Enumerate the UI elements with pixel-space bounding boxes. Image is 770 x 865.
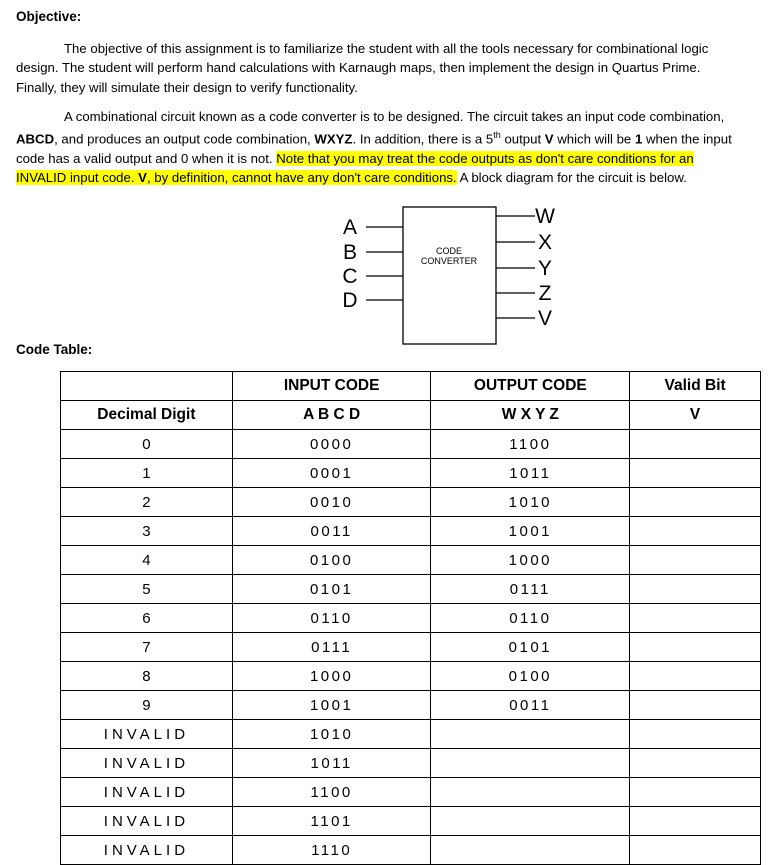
valid-cell — [630, 720, 761, 749]
highlighted-v: V — [138, 170, 147, 186]
digit-cell: INVALID — [61, 778, 233, 807]
digit-cell: 0 — [61, 430, 233, 459]
text-run: . In addition, there is a 5 — [352, 131, 494, 147]
valid-cell — [630, 517, 761, 546]
text-run: output — [500, 131, 545, 147]
table-row — [61, 807, 761, 836]
input-cell: 1110 — [232, 836, 431, 865]
digit-cell: INVALID — [61, 749, 233, 778]
output-cell: 0111 — [431, 575, 630, 604]
output-cell — [431, 749, 630, 778]
header-cell: OUTPUT CODE — [431, 372, 630, 401]
valid-cell — [630, 691, 761, 720]
header-cell: V — [630, 401, 761, 430]
output-label-w: W — [535, 205, 555, 228]
output-label-y: Y — [537, 257, 553, 280]
input-label-b: B — [342, 241, 358, 264]
valid-cell — [630, 430, 761, 459]
header-cell: A B C D — [232, 401, 431, 430]
input-cell: 1100 — [232, 778, 431, 807]
input-label-c: C — [342, 265, 358, 288]
objective-paragraph: The objective of this assignment is to familiarize the student with all the tools necessary for combinational logic design. The student will perform hand calculations with Karnaugh maps, then implement the design in Quartus Prime. Finally, they will simulate their design to verify functionality. — [16, 41, 709, 95]
code-table — [60, 371, 761, 865]
valid-cell — [630, 604, 761, 633]
valid-output-name: V — [544, 131, 554, 147]
digit-cell: 2 — [61, 488, 233, 517]
table-row — [61, 488, 761, 517]
table-row — [61, 691, 761, 720]
digit-cell: 1 — [61, 459, 233, 488]
table-row — [61, 459, 761, 488]
output-code-name: WXYZ — [314, 131, 353, 147]
header-cell: INPUT CODE — [232, 372, 431, 401]
table-row — [61, 662, 761, 691]
input-cell: 0001 — [232, 459, 431, 488]
superscript-th: th — [493, 130, 501, 141]
digit-cell: INVALID — [61, 807, 233, 836]
text-run: Note that you may treat the code outputs as don't care conditions for an INVALID input code. — [16, 150, 694, 186]
valid-cell — [630, 807, 761, 836]
valid-value-one: 1 — [634, 131, 643, 147]
output-cell: 1001 — [431, 517, 630, 546]
table-header-row — [61, 372, 761, 401]
table-row — [61, 575, 761, 604]
output-cell: 1010 — [431, 488, 630, 517]
input-cell: 0100 — [232, 546, 431, 575]
digit-cell: 5 — [61, 575, 233, 604]
input-cell: 1000 — [232, 662, 431, 691]
header-cell: W X Y Z — [431, 401, 630, 430]
output-label-x: X — [537, 231, 553, 254]
output-cell: 0100 — [431, 662, 630, 691]
input-label-a: A — [342, 216, 358, 239]
output-cell: 1011 — [431, 459, 630, 488]
block-label-line2: CONVERTER — [420, 256, 478, 266]
input-cell: 0011 — [232, 517, 431, 546]
block-label-line1: CODE — [435, 246, 463, 256]
input-cell: 0000 — [232, 430, 431, 459]
input-cell: 1001 — [232, 691, 431, 720]
table-body — [61, 430, 761, 865]
digit-cell: 3 — [61, 517, 233, 546]
text-run: which will be — [553, 131, 635, 147]
input-code-name: ABCD — [16, 131, 55, 147]
output-cell: 0101 — [431, 633, 630, 662]
output-cell — [431, 836, 630, 865]
code-table-label: Code Table: — [16, 342, 93, 357]
table-row — [61, 633, 761, 662]
text-run: , by definition, cannot have any don't care conditions. — [146, 170, 457, 186]
text-run: A combinational circuit known as a code converter is to be designed. The circuit takes an input code combination, — [64, 109, 725, 124]
input-cell: 0010 — [232, 488, 431, 517]
table-row — [61, 836, 761, 865]
table-header-row — [61, 401, 761, 430]
valid-cell — [630, 662, 761, 691]
valid-cell — [630, 546, 761, 575]
table-row — [61, 604, 761, 633]
valid-cell — [630, 459, 761, 488]
digit-cell: 6 — [61, 604, 233, 633]
output-cell — [431, 720, 630, 749]
output-cell: 1000 — [431, 546, 630, 575]
digit-cell: 9 — [61, 691, 233, 720]
output-cell: 0011 — [431, 691, 630, 720]
input-cell: 0101 — [232, 575, 431, 604]
input-cell: 0110 — [232, 604, 431, 633]
valid-cell — [630, 778, 761, 807]
output-label-v: V — [537, 307, 553, 330]
digit-cell: 8 — [61, 662, 233, 691]
table-row — [61, 546, 761, 575]
valid-cell — [630, 749, 761, 778]
table-row — [61, 430, 761, 459]
converter-block — [403, 207, 496, 344]
valid-cell — [630, 836, 761, 865]
output-cell — [431, 778, 630, 807]
output-cell: 1100 — [431, 430, 630, 459]
table-row — [61, 720, 761, 749]
input-cell: 0111 — [232, 633, 431, 662]
output-label-z: Z — [538, 282, 552, 305]
objective-heading: Objective: — [16, 9, 82, 24]
digit-cell: INVALID — [61, 720, 233, 749]
output-cell — [431, 807, 630, 836]
header-cell: Valid Bit — [630, 372, 761, 401]
input-cell: 1010 — [232, 720, 431, 749]
valid-cell — [630, 488, 761, 517]
text-run: , and produces an output code combination, — [54, 131, 315, 147]
input-cell: 1011 — [232, 749, 431, 778]
digit-cell: 4 — [61, 546, 233, 575]
table-row — [61, 749, 761, 778]
header-cell: Decimal Digit — [61, 401, 233, 430]
input-cell: 1101 — [232, 807, 431, 836]
header-cell — [61, 372, 233, 401]
input-label-d: D — [342, 289, 358, 312]
valid-cell — [630, 575, 761, 604]
text-run: when the input code has a valid output and 0 when it is not. — [16, 131, 732, 166]
table-row — [61, 517, 761, 546]
table-row — [61, 778, 761, 807]
digit-cell: 7 — [61, 633, 233, 662]
text-run: A block diagram for the circuit is below. — [456, 170, 687, 186]
output-cell: 0110 — [431, 604, 630, 633]
valid-cell — [630, 633, 761, 662]
digit-cell: INVALID — [61, 836, 233, 865]
